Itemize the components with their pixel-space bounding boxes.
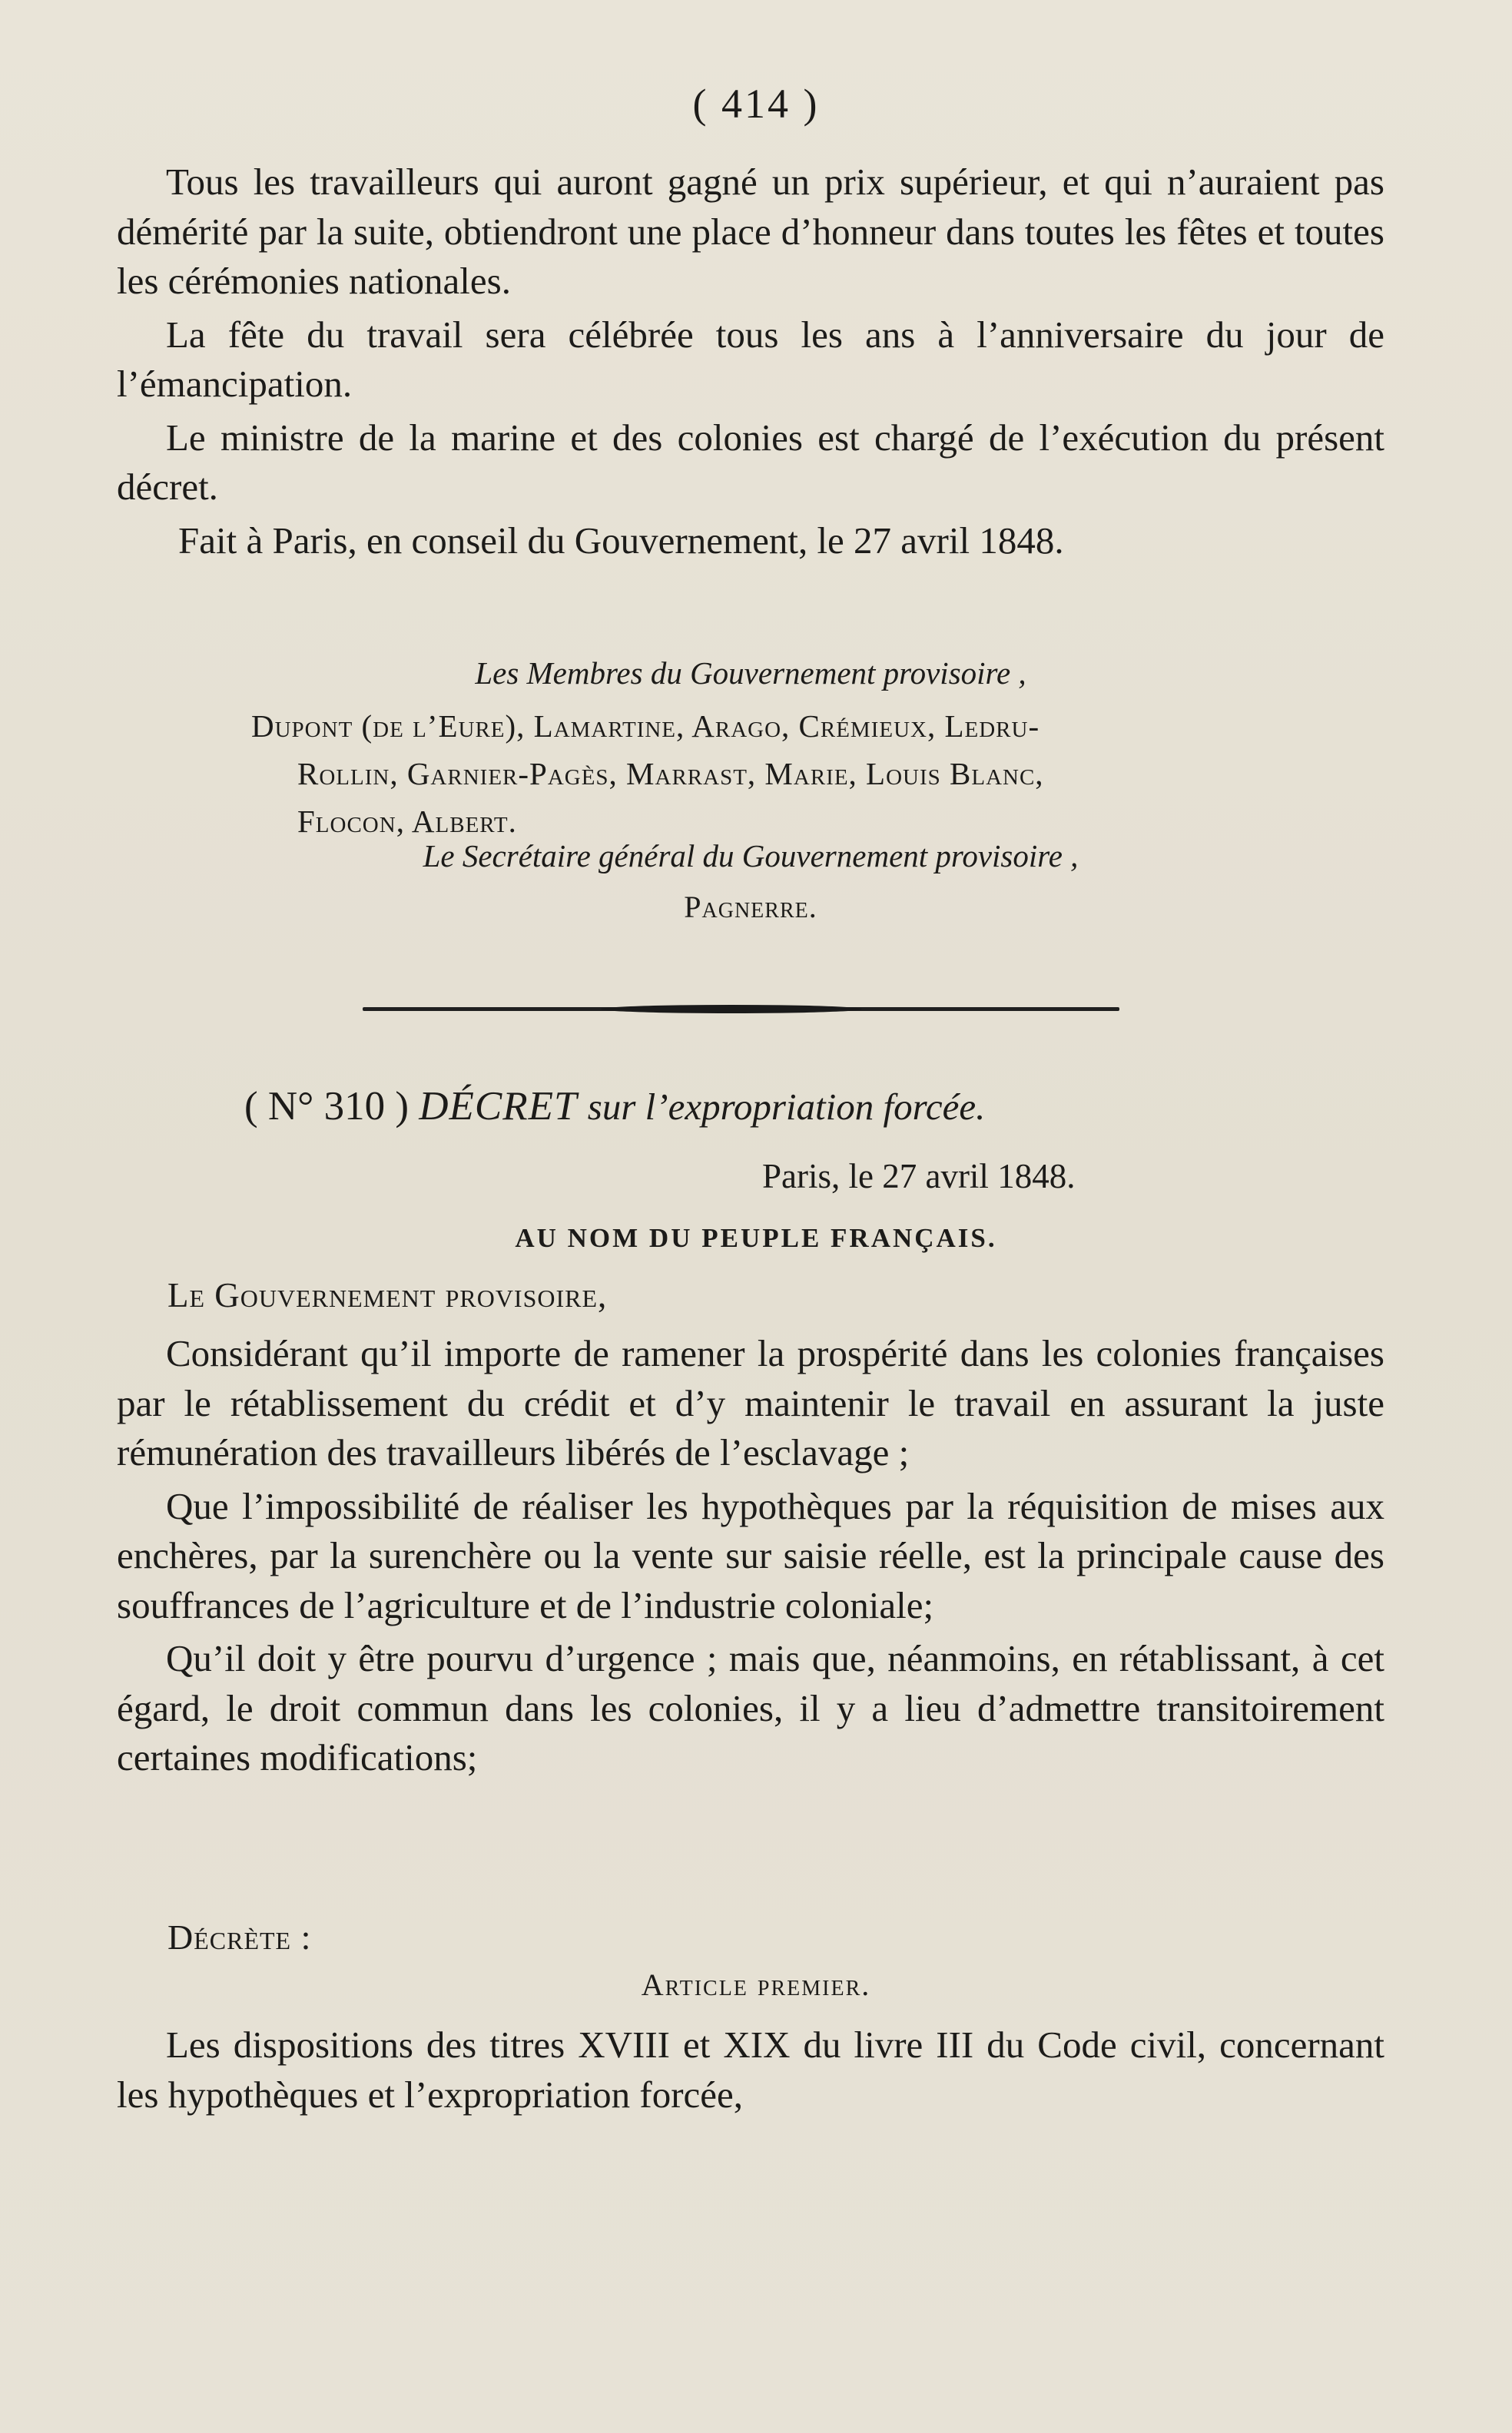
considerant-2: Que l’impossibilité de réaliser les hypothèques par la réquisition de mises aux enchères, par la surenchère ou la vente sur saisie réelle, est la principale cause des souffrances de l’agriculture et de l’industrie coloniale; — [117, 1484, 1384, 1626]
paragraph-labor-festival: La fête du travail sera célébrée tous les ans à l’anniversaire du jour de l’émancipation. — [117, 313, 1384, 405]
article-heading: Article premier. — [641, 1967, 871, 2002]
secretary-title: Le Secrétaire général du Gouvernement provisoire , — [423, 838, 1079, 873]
decree-label: DÉCRET — [419, 1084, 578, 1129]
paragraph-prize-winners: Tous les travailleurs qui auront gagné un prix supérieur, et qui n’auraient pas démérité par la suite, obtiendront une place d’honneur dans toutes les fêtes et toutes les cérémonies nationales. — [117, 161, 1384, 302]
decree-number: ( N° 310 ) — [244, 1084, 410, 1129]
secretary-name: Pagnerre. — [684, 890, 817, 924]
paragraph-minister-execution: Le ministre de la marine et des colonies est chargé de l’exécution du présent décret. — [117, 416, 1384, 508]
top-text-block — [117, 157, 1384, 565]
article-text-block — [117, 2020, 1384, 2120]
section-divider — [363, 1007, 1119, 1011]
signatory-names-line-3: Flocon, Albert. — [297, 804, 517, 839]
government-line: Le Gouvernement provisoire, — [167, 1276, 608, 1314]
considerant-3: Qu’il doit y être pourvu d’urgence ; mais que, néanmoins, en rétablissant, à cet égard, le droit commun dans les colonies, il y a lieu d’admettre transitoirement certaines modifications; — [117, 1637, 1384, 1778]
signatory-names — [251, 702, 1373, 845]
nation-heading: AU NOM DU PEUPLE FRANÇAIS. — [515, 1223, 997, 1253]
considerants-block — [117, 1329, 1384, 1783]
signatory-names-line-2: Rollin, Garnier-Pagès, Marrast, Marie, Louis Blanc, — [297, 756, 1044, 791]
considerant-1: Considérant qu’il importe de ramener la prospérité dans les colonies françaises par le rétablissement du crédit et d’y maintenir le travail en assurant la juste rémunération des travailleurs libérés de l’esclavage ; — [117, 1332, 1384, 1473]
decree-date: Paris, le 27 avril 1848. — [762, 1157, 1076, 1195]
decree-heading — [244, 1083, 1320, 1129]
decrete-label: Décrète : — [167, 1918, 312, 1957]
signatory-names-line-1: Dupont (de l’Eure), Lamartine, Arago, Crémieux, Ledru- — [251, 708, 1040, 744]
decree-subject: sur l’expropriation forcée. — [587, 1086, 986, 1128]
article-1-text: Les dispositions des titres XVIII et XIX du livre III du Code civil, concernant les hypothèques et l’expropriation forcée, — [117, 2024, 1384, 2116]
signatories-intro: Les Membres du Gouvernement provisoire , — [475, 655, 1026, 691]
paragraph-done-at-paris: Fait à Paris, en conseil du Gouvernement, le 27 avril 1848. — [178, 519, 1064, 562]
page-number: ( 414 ) — [692, 81, 820, 127]
